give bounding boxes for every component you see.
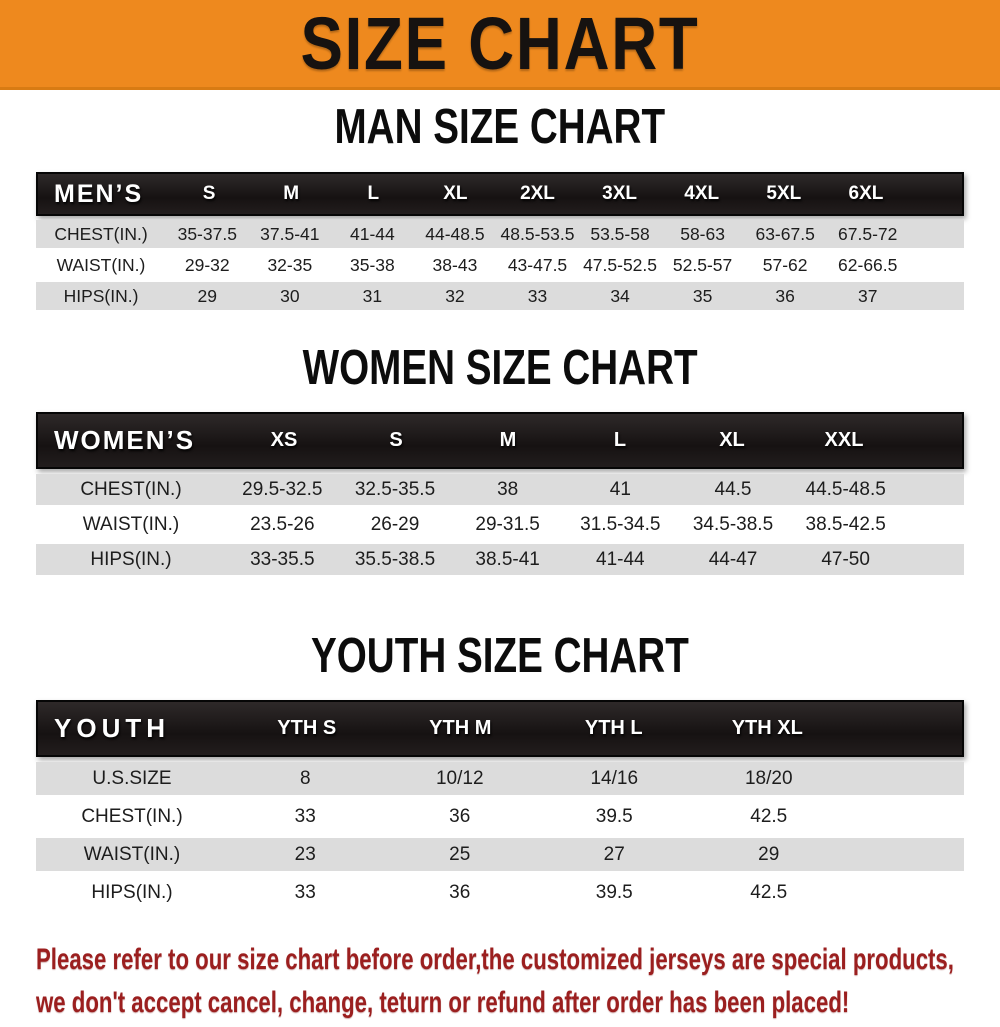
women-hips-value-4: 44-47: [708, 548, 758, 570]
row-label-chest: CHEST(IN.): [81, 805, 183, 827]
youth-hips-value-1: 36: [449, 881, 471, 903]
youth-chest-value-1: 36: [449, 805, 471, 827]
row-label-hips: HIPS(IN.): [91, 881, 173, 903]
row-label-chest: CHEST(IN.): [54, 223, 148, 244]
footer-note-line-1: [36, 941, 1000, 984]
women-header-label: WOMEN’S: [54, 425, 196, 455]
youth-u-s-size-value-3: 18/20: [744, 767, 793, 789]
youth-col-yth-xl: YTH XL: [731, 717, 803, 739]
row-label-u-s-size: U.S.SIZE: [92, 767, 172, 789]
row-label-hips: HIPS(IN.): [90, 548, 172, 570]
men-chest-value-7: 63-67.5: [755, 223, 815, 244]
women-hips-value-1: 35.5-38.5: [354, 548, 436, 570]
men-chest-value-1: 37.5-41: [260, 223, 320, 244]
men-size-table: [36, 172, 964, 310]
men-section-title: [0, 98, 1000, 159]
youth-size-table: [36, 700, 964, 909]
women-size-section: [0, 339, 1000, 575]
women-hips-value-2: 38.5-41: [475, 548, 540, 570]
women-col-xs: XS: [270, 429, 298, 451]
youth-size-section: [0, 627, 1000, 909]
men-hips-value-8: 37: [857, 285, 878, 306]
youth-table-body: [36, 762, 964, 909]
men-chest-value-8: 67.5-72: [838, 223, 898, 244]
men-waist-value-4: 43-47.5: [507, 254, 568, 275]
youth-header-label: YOUTH: [54, 713, 170, 743]
youth-row-waist: [36, 838, 964, 871]
men-waist-value-3: 38-43: [432, 254, 478, 275]
women-row-waist: [36, 509, 964, 540]
women-waist-value-4: 34.5-38.5: [692, 513, 774, 535]
men-table-body: [36, 220, 964, 310]
women-col-m: M: [499, 429, 517, 451]
women-hips-value-0: 33-35.5: [250, 548, 315, 570]
women-chest-value-3: 41: [609, 478, 631, 500]
youth-section-title-text: YOUTH SIZE CHART: [311, 627, 689, 683]
men-chest-value-4: 48.5-53.5: [500, 223, 575, 244]
men-col-5xl: 5XL: [766, 183, 802, 204]
women-chest-value-4: 44.5: [714, 478, 752, 500]
youth-section-title: [0, 627, 1000, 688]
youth-hips-value-0: 33: [294, 881, 316, 903]
men-hips-value-1: 30: [280, 285, 300, 306]
men-col-l: L: [367, 183, 380, 204]
men-section-title-text: MAN SIZE CHART: [334, 98, 666, 154]
men-chest-value-0: 35-37.5: [177, 223, 237, 244]
row-label-hips: HIPS(IN.): [63, 285, 139, 306]
men-waist-value-2: 35-38: [350, 254, 395, 275]
youth-hips-value-3: 42.5: [750, 881, 788, 903]
men-chest-value-5: 53.5-58: [590, 223, 650, 244]
youth-col-yth-l: YTH L: [584, 717, 643, 739]
men-row-chest: [36, 220, 964, 248]
women-waist-value-3: 31.5-34.5: [580, 513, 661, 535]
women-chest-value-1: 32.5-35.5: [354, 478, 436, 500]
men-hips-value-0: 29: [197, 285, 217, 306]
women-table-header-row: [36, 412, 964, 469]
row-label-waist: WAIST(IN.): [56, 254, 146, 275]
footer-note-line-2-text: we don't accept cancel, change, teturn or refund after order has been placed!: [36, 986, 850, 1019]
women-col-l: L: [613, 429, 627, 451]
men-col-6xl: 6XL: [848, 183, 884, 204]
men-hips-value-7: 36: [775, 285, 795, 306]
row-label-waist: WAIST(IN.): [82, 513, 180, 535]
men-row-hips: [36, 282, 964, 310]
youth-waist-value-3: 29: [758, 843, 780, 865]
women-col-xl: XL: [719, 429, 745, 451]
men-size-section: [0, 98, 1000, 310]
men-waist-value-7: 57-62: [762, 254, 808, 275]
men-col-3xl: 3XL: [602, 183, 638, 204]
youth-row-chest: [36, 800, 964, 833]
women-col-s: S: [389, 429, 403, 451]
men-hips-value-3: 32: [445, 285, 465, 306]
men-row-waist: [36, 251, 964, 279]
women-waist-value-0: 23.5-26: [250, 513, 315, 535]
men-waist-value-6: 52.5-57: [672, 254, 733, 275]
men-waist-value-0: 29-32: [184, 254, 230, 275]
men-header-label: MEN’S: [54, 179, 144, 208]
men-hips-value-4: 33: [527, 285, 548, 306]
women-chest-value-0: 29.5-32.5: [242, 478, 323, 500]
youth-col-yth-m: YTH M: [429, 717, 492, 739]
men-chest-value-6: 58-63: [680, 223, 725, 244]
row-label-waist: WAIST(IN.): [83, 843, 181, 865]
men-waist-value-5: 47.5-52.5: [583, 254, 658, 275]
women-chest-value-2: 38: [497, 478, 519, 500]
women-hips-value-3: 41-44: [596, 548, 645, 570]
women-waist-value-1: 26-29: [370, 513, 420, 535]
men-chest-value-2: 41-44: [350, 223, 395, 244]
women-waist-value-2: 29-31.5: [475, 513, 540, 535]
men-col-s: S: [202, 183, 216, 204]
men-table-header-row: [36, 172, 964, 216]
youth-table-header-row: [36, 700, 964, 757]
men-col-2xl: 2XL: [520, 183, 555, 204]
women-row-chest: [36, 474, 964, 505]
banner-title: SIZE CHART: [300, 1, 700, 85]
men-waist-value-8: 62-66.5: [838, 254, 898, 275]
footer-note-line-1-text: Please refer to our size chart before order,the customized jerseys are special products,: [36, 943, 954, 976]
footer-note: [0, 941, 1000, 1027]
women-waist-value-5: 38.5-42.5: [805, 513, 886, 535]
men-hips-value-5: 34: [610, 285, 630, 306]
men-hips-value-2: 31: [362, 285, 383, 306]
youth-waist-value-2: 27: [603, 843, 625, 865]
youth-chest-value-2: 39.5: [595, 805, 633, 827]
youth-u-s-size-value-1: 10/12: [435, 767, 484, 789]
row-label-chest: CHEST(IN.): [80, 478, 182, 500]
women-section-title-text: WOMEN SIZE CHART: [302, 339, 698, 395]
men-col-xl: XL: [443, 183, 468, 204]
youth-chest-value-0: 33: [294, 805, 316, 827]
men-chest-value-3: 44-48.5: [425, 223, 485, 244]
men-waist-value-1: 32-35: [267, 254, 313, 275]
men-hips-value-6: 35: [692, 285, 713, 306]
youth-u-s-size-value-0: 8: [299, 767, 311, 789]
men-col-m: M: [283, 183, 300, 204]
youth-col-yth-s: YTH S: [277, 717, 337, 739]
footer-note-line-2: [36, 984, 1000, 1027]
youth-row-hips: [36, 876, 964, 909]
women-hips-value-5: 47-50: [821, 548, 870, 570]
men-col-4xl: 4XL: [684, 183, 720, 204]
women-size-table: [36, 412, 964, 575]
youth-waist-value-1: 25: [449, 843, 471, 865]
women-table-body: [36, 474, 964, 575]
size-chart-banner: [0, 0, 1000, 90]
women-chest-value-5: 44.5-48.5: [805, 478, 886, 500]
youth-hips-value-2: 39.5: [595, 881, 633, 903]
women-col-xxl: XXL: [824, 429, 864, 451]
youth-waist-value-0: 23: [294, 843, 316, 865]
women-section-title: [0, 339, 1000, 400]
youth-u-s-size-value-2: 14/16: [590, 767, 639, 789]
women-row-hips: [36, 544, 964, 575]
youth-row-u-s-size: [36, 762, 964, 795]
youth-chest-value-3: 42.5: [750, 805, 788, 827]
